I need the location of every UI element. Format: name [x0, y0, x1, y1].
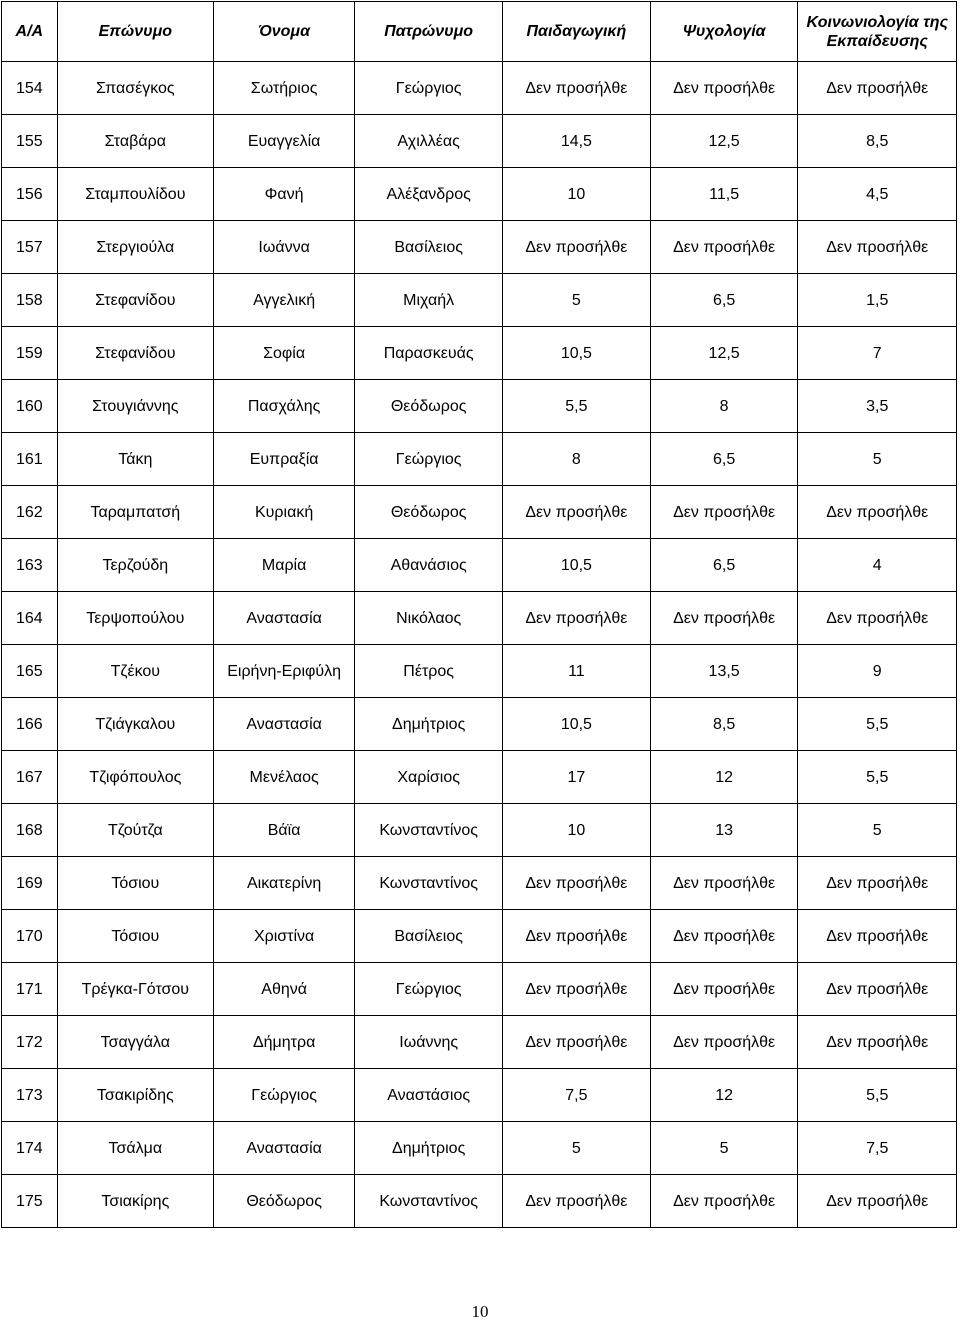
cell-sociology: 4,5 [798, 168, 957, 221]
cell-surname: Στεφανίδου [57, 327, 213, 380]
cell-aa: 167 [2, 751, 58, 804]
cell-father-name: Δημήτριος [355, 1122, 503, 1175]
cell-pedagogy: 10,5 [503, 539, 651, 592]
cell-name: Ειρήνη-Εριφύλη [213, 645, 354, 698]
cell-surname: Ταραμπατσή [57, 486, 213, 539]
page-number: 10 [471, 1302, 489, 1321]
cell-psychology: Δεν προσήλθε [650, 221, 798, 274]
cell-aa: 154 [2, 62, 58, 115]
cell-surname: Τάκη [57, 433, 213, 486]
cell-pedagogy: Δεν προσήλθε [503, 221, 651, 274]
cell-pedagogy: Δεν προσήλθε [503, 486, 651, 539]
table-row [2, 910, 957, 963]
table-body [2, 62, 957, 1228]
cell-name: Αναστασία [213, 698, 354, 751]
cell-psychology: 13 [650, 804, 798, 857]
cell-psychology: 5 [650, 1122, 798, 1175]
table-row [2, 486, 957, 539]
cell-name: Θεόδωρος [213, 1175, 354, 1228]
cell-father-name: Ιωάννης [355, 1016, 503, 1069]
header-sociology: Κοινωνιολογία της Εκπαίδευσης [798, 2, 957, 62]
cell-surname: Σταμπουλίδου [57, 168, 213, 221]
cell-aa: 162 [2, 486, 58, 539]
cell-father-name: Δημήτριος [355, 698, 503, 751]
table-row [2, 804, 957, 857]
cell-surname: Τσαγγάλα [57, 1016, 213, 1069]
cell-father-name: Αναστάσιος [355, 1069, 503, 1122]
cell-aa: 159 [2, 327, 58, 380]
cell-sociology: 9 [798, 645, 957, 698]
cell-sociology: Δεν προσήλθε [798, 62, 957, 115]
cell-aa: 175 [2, 1175, 58, 1228]
cell-name: Μενέλαος [213, 751, 354, 804]
cell-aa: 157 [2, 221, 58, 274]
cell-psychology: 12,5 [650, 115, 798, 168]
table-row [2, 274, 957, 327]
cell-name: Δήμητρα [213, 1016, 354, 1069]
table-row [2, 963, 957, 1016]
cell-name: Κυριακή [213, 486, 354, 539]
cell-aa: 168 [2, 804, 58, 857]
cell-name: Γεώργιος [213, 1069, 354, 1122]
cell-surname: Τζιάγκαλου [57, 698, 213, 751]
cell-sociology: 5,5 [798, 1069, 957, 1122]
cell-pedagogy: Δεν προσήλθε [503, 1175, 651, 1228]
cell-surname: Τσιακίρης [57, 1175, 213, 1228]
cell-psychology: 6,5 [650, 274, 798, 327]
cell-sociology: Δεν προσήλθε [798, 221, 957, 274]
table-header [2, 2, 957, 62]
cell-pedagogy: 5 [503, 1122, 651, 1175]
cell-psychology: 12 [650, 751, 798, 804]
cell-father-name: Αχιλλέας [355, 115, 503, 168]
cell-father-name: Κωνσταντίνος [355, 857, 503, 910]
cell-psychology: Δεν προσήλθε [650, 910, 798, 963]
cell-pedagogy: 10 [503, 168, 651, 221]
cell-pedagogy: 10,5 [503, 327, 651, 380]
cell-aa: 165 [2, 645, 58, 698]
cell-psychology: Δεν προσήλθε [650, 963, 798, 1016]
cell-name: Σωτήριος [213, 62, 354, 115]
table-row [2, 62, 957, 115]
cell-sociology: 7 [798, 327, 957, 380]
cell-surname: Στουγιάννης [57, 380, 213, 433]
cell-surname: Τερψοπούλου [57, 592, 213, 645]
grades-table [1, 1, 957, 1228]
table-row [2, 698, 957, 751]
cell-name: Αναστασία [213, 1122, 354, 1175]
cell-aa: 173 [2, 1069, 58, 1122]
cell-father-name: Γεώργιος [355, 62, 503, 115]
header-aa: Α/Α [2, 2, 58, 62]
cell-psychology: 6,5 [650, 433, 798, 486]
table-row [2, 380, 957, 433]
cell-psychology: 12 [650, 1069, 798, 1122]
cell-sociology: 3,5 [798, 380, 957, 433]
cell-aa: 174 [2, 1122, 58, 1175]
cell-pedagogy: 11 [503, 645, 651, 698]
cell-psychology: 13,5 [650, 645, 798, 698]
cell-surname: Τσακιρίδης [57, 1069, 213, 1122]
table-row [2, 645, 957, 698]
table-row [2, 168, 957, 221]
table-row [2, 1175, 957, 1228]
cell-psychology: Δεν προσήλθε [650, 857, 798, 910]
cell-psychology: 6,5 [650, 539, 798, 592]
cell-pedagogy: Δεν προσήλθε [503, 910, 651, 963]
table-row [2, 1122, 957, 1175]
table-row [2, 433, 957, 486]
cell-surname: Τσάλμα [57, 1122, 213, 1175]
table-row [2, 751, 957, 804]
cell-aa: 171 [2, 963, 58, 1016]
cell-sociology: Δεν προσήλθε [798, 857, 957, 910]
cell-psychology: 8 [650, 380, 798, 433]
cell-name: Ιωάννα [213, 221, 354, 274]
cell-father-name: Πέτρος [355, 645, 503, 698]
cell-name: Αναστασία [213, 592, 354, 645]
cell-sociology: 5,5 [798, 751, 957, 804]
cell-pedagogy: Δεν προσήλθε [503, 857, 651, 910]
cell-name: Αθηνά [213, 963, 354, 1016]
table-row [2, 1069, 957, 1122]
cell-pedagogy: 10,5 [503, 698, 651, 751]
cell-sociology: 5 [798, 804, 957, 857]
header-name: Όνομα [213, 2, 354, 62]
cell-sociology: 5 [798, 433, 957, 486]
cell-sociology: Δεν προσήλθε [798, 592, 957, 645]
cell-aa: 161 [2, 433, 58, 486]
cell-aa: 155 [2, 115, 58, 168]
table-row [2, 592, 957, 645]
cell-pedagogy: 17 [503, 751, 651, 804]
cell-father-name: Χαρίσιος [355, 751, 503, 804]
cell-father-name: Κωνσταντίνος [355, 804, 503, 857]
cell-pedagogy: Δεν προσήλθε [503, 592, 651, 645]
cell-aa: 169 [2, 857, 58, 910]
cell-psychology: Δεν προσήλθε [650, 486, 798, 539]
cell-name: Πασχάλης [213, 380, 354, 433]
cell-pedagogy: 14,5 [503, 115, 651, 168]
cell-aa: 172 [2, 1016, 58, 1069]
cell-aa: 156 [2, 168, 58, 221]
cell-psychology: Δεν προσήλθε [650, 1016, 798, 1069]
cell-father-name: Αθανάσιος [355, 539, 503, 592]
cell-pedagogy: 5,5 [503, 380, 651, 433]
cell-name: Αγγελική [213, 274, 354, 327]
cell-surname: Τερζούδη [57, 539, 213, 592]
cell-name: Αικατερίνη [213, 857, 354, 910]
cell-surname: Τζιφόπουλος [57, 751, 213, 804]
cell-sociology: 5,5 [798, 698, 957, 751]
cell-father-name: Γεώργιος [355, 963, 503, 1016]
table-row [2, 221, 957, 274]
header-father-name: Πατρώνυμο [355, 2, 503, 62]
cell-aa: 160 [2, 380, 58, 433]
cell-father-name: Κωνσταντίνος [355, 1175, 503, 1228]
cell-sociology: Δεν προσήλθε [798, 1175, 957, 1228]
cell-sociology: 4 [798, 539, 957, 592]
cell-father-name: Θεόδωρος [355, 380, 503, 433]
cell-pedagogy: 5 [503, 274, 651, 327]
cell-father-name: Παρασκευάς [355, 327, 503, 380]
header-row [2, 2, 957, 62]
cell-surname: Σταβάρα [57, 115, 213, 168]
table-row [2, 857, 957, 910]
cell-psychology: Δεν προσήλθε [650, 62, 798, 115]
cell-sociology: Δεν προσήλθε [798, 486, 957, 539]
cell-sociology: Δεν προσήλθε [798, 1016, 957, 1069]
cell-father-name: Νικόλαος [355, 592, 503, 645]
cell-father-name: Βασίλειος [355, 221, 503, 274]
cell-pedagogy: 8 [503, 433, 651, 486]
cell-psychology: Δεν προσήλθε [650, 592, 798, 645]
cell-surname: Τόσιου [57, 910, 213, 963]
cell-sociology: Δεν προσήλθε [798, 910, 957, 963]
cell-surname: Σπασέγκος [57, 62, 213, 115]
cell-surname: Στεφανίδου [57, 274, 213, 327]
cell-psychology: Δεν προσήλθε [650, 1175, 798, 1228]
cell-aa: 164 [2, 592, 58, 645]
cell-sociology: 1,5 [798, 274, 957, 327]
cell-pedagogy: 10 [503, 804, 651, 857]
cell-name: Ευαγγελία [213, 115, 354, 168]
table-row [2, 115, 957, 168]
cell-psychology: 11,5 [650, 168, 798, 221]
header-psychology: Ψυχολογία [650, 2, 798, 62]
cell-name: Βάϊα [213, 804, 354, 857]
cell-surname: Τζέκου [57, 645, 213, 698]
header-pedagogy: Παιδαγωγική [503, 2, 651, 62]
table-row [2, 539, 957, 592]
cell-pedagogy: Δεν προσήλθε [503, 1016, 651, 1069]
cell-pedagogy: Δεν προσήλθε [503, 62, 651, 115]
cell-name: Φανή [213, 168, 354, 221]
cell-father-name: Μιχαήλ [355, 274, 503, 327]
cell-psychology: 12,5 [650, 327, 798, 380]
cell-name: Σοφία [213, 327, 354, 380]
cell-name: Ευπραξία [213, 433, 354, 486]
cell-father-name: Βασίλειος [355, 910, 503, 963]
cell-father-name: Γεώργιος [355, 433, 503, 486]
cell-aa: 170 [2, 910, 58, 963]
cell-sociology: Δεν προσήλθε [798, 963, 957, 1016]
header-surname: Επώνυμο [57, 2, 213, 62]
cell-name: Χριστίνα [213, 910, 354, 963]
cell-sociology: 8,5 [798, 115, 957, 168]
cell-pedagogy: Δεν προσήλθε [503, 963, 651, 1016]
cell-aa: 166 [2, 698, 58, 751]
cell-father-name: Θεόδωρος [355, 486, 503, 539]
cell-aa: 158 [2, 274, 58, 327]
table-row [2, 1016, 957, 1069]
cell-surname: Στεργιούλα [57, 221, 213, 274]
cell-psychology: 8,5 [650, 698, 798, 751]
cell-sociology: 7,5 [798, 1122, 957, 1175]
cell-surname: Τρέγκα-Γότσου [57, 963, 213, 1016]
cell-name: Μαρία [213, 539, 354, 592]
cell-father-name: Αλέξανδρος [355, 168, 503, 221]
table-row [2, 327, 957, 380]
cell-pedagogy: 7,5 [503, 1069, 651, 1122]
cell-surname: Τόσιου [57, 857, 213, 910]
cell-surname: Τζούτζα [57, 804, 213, 857]
cell-aa: 163 [2, 539, 58, 592]
